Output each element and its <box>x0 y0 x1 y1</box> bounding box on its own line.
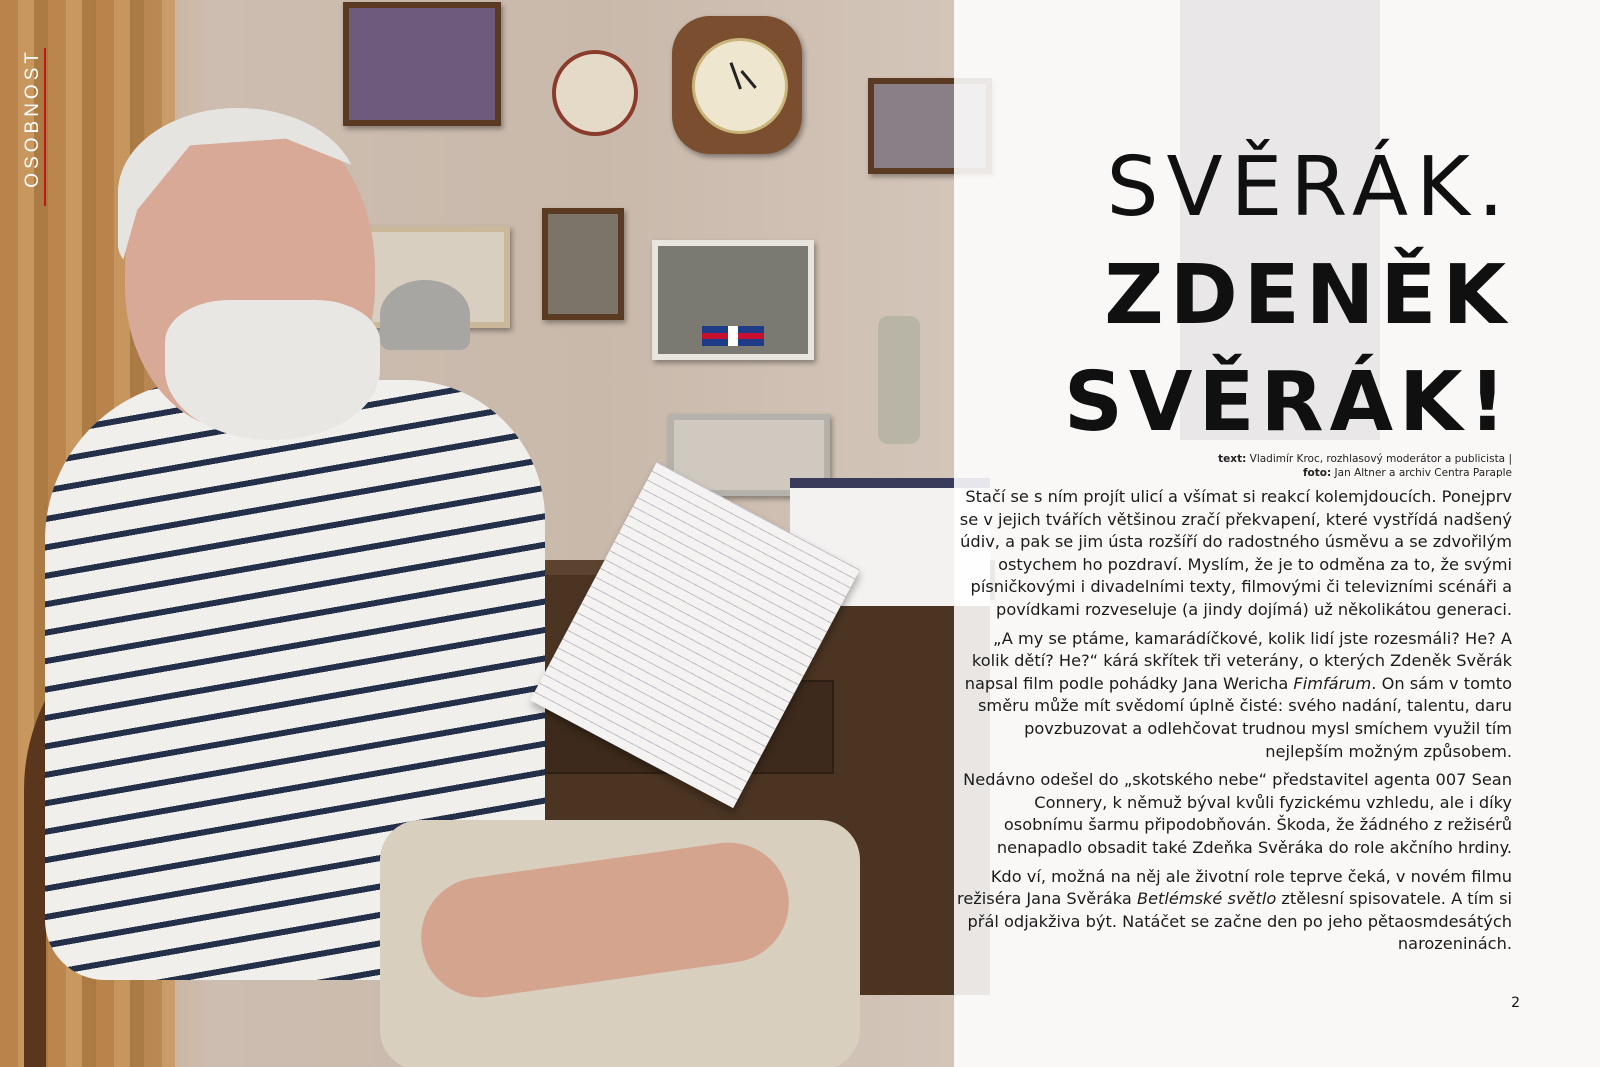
credit-text-value: Vladimír Kroc, rozhlasový moderátor a publicista | <box>1249 453 1512 465</box>
wall-phone <box>878 316 920 444</box>
article-body <box>952 486 1512 962</box>
paragraph-3: Nedávno odešel do „skotského nebe“ představitel agenta 007 Sean Connery, k němuž býval kvůli fyzickému vzhledu, ale i díky osobnímu šarmu připodobňován. Škoda, že žádného z režisérů nenapadlo obsadit také Zdeňka Svěráka do role akčního hrdiny. <box>963 770 1512 857</box>
picture-frame <box>542 208 624 320</box>
title-line-3: SVĚRÁK! <box>1063 355 1512 450</box>
wall-clock <box>672 16 802 154</box>
credits <box>1218 452 1512 480</box>
paragraph-2: „A my se ptáme, kamarádíčkové, kolik lidí jste rozesmáli? He? A kolik dětí? He?“ kárá skřítek tři veterány, o kterých Zdeněk Svěrák napsal film podle pohádky Jana Wericha Fimfárum. On sám v tomto směru může mít svědomí úplně čisté: svého nadání, talentu, daru povzbuzovat a odlehčovat trudnou mysl smíchem využil tím nejlepším možným způsobem. <box>964 628 1512 761</box>
desk-lamp <box>380 280 470 350</box>
title-line-2: ZDENĚK <box>1104 248 1512 343</box>
section-rule <box>44 48 46 206</box>
picture-frame <box>343 2 501 126</box>
film-title: Fimfárum <box>1293 673 1372 693</box>
film-title: Betlémské světlo <box>1136 889 1277 909</box>
beard <box>165 300 380 440</box>
paragraph-1: Stačí se s ním projít ulicí a všímat si reakcí kolemjdoucích. Ponejprv se v jejich tvářích většinou zračí překvapení, které vystřídá nadšený údiv, a pak se jim ústa rozšíří do radostného úsměvu a se zdvořilým ostychem ho pozdraví. Myslím, že je to odměna za to, že svými písničkovými i divadelními texty, filmovými či televizními scénáři a povídkami rozveseluje (a jindy dojímá) už několikátou generaci. <box>959 487 1512 619</box>
page-number: 2 <box>1511 995 1520 1011</box>
credit-photo-value: Jan Altner a archiv Centra Paraple <box>1334 467 1512 479</box>
credit-text-label: text: <box>1218 453 1247 465</box>
decorative-plate <box>552 50 638 136</box>
section-label: OSOBNOST <box>22 48 43 188</box>
union-jack-flag <box>702 326 764 346</box>
title-line-1: SVĚRÁK. <box>1106 140 1512 235</box>
credit-photo-label: foto: <box>1302 467 1332 479</box>
paragraph-4: Kdo ví, možná na něj ale životní role teprve čeká, v novém filmu režiséra Jana Svěráka Betlémské světlo ztělesní spisovatele. A tím si přál odjakživa být. Natáčet se začne den po jeho pětaosmdesátých narozeninách. <box>957 866 1512 954</box>
